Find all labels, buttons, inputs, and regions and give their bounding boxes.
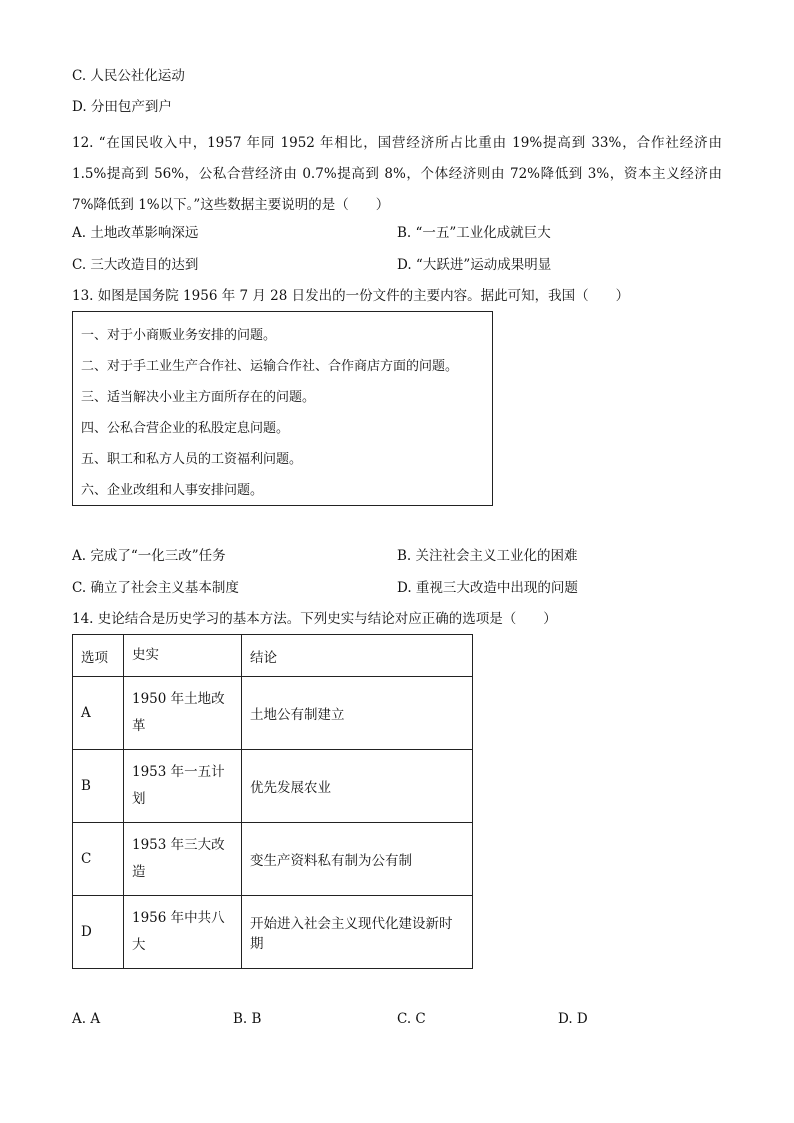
q12-option-b: B. “一五”工业化成就巨大 [397, 225, 551, 241]
cell-option: C [73, 823, 124, 896]
q14-option-c: C. C [397, 1011, 426, 1027]
q12-stem: 12. “在国民收入中，1957 年同 1952 年相比，国营经济所占比重由 19%提高到 33%，合作社经济由 1.5%提高到 56%，公私合营经济由 0.7%提高到 8%，个体经济则由 72%降低到 3%，资本主义经济由 7%降低到 1%以下。”这些数据主要说明的是（ ） [72, 135, 722, 213]
table-row [73, 677, 473, 750]
cell-conclusion: 变生产资料私有制为公有制 [242, 823, 473, 896]
q13-stem: 13. 如图是国务院 1956 年 7 月 28 日发出的一份文件的主要内容。据此可知，我国（ ） [72, 288, 630, 304]
q11-option-c: C. 人民公社化运动 [72, 68, 185, 84]
cell-conclusion: 优先发展农业 [242, 750, 473, 823]
cell-option: D [73, 896, 124, 969]
q12-option-d: D. “大跃进”运动成果明显 [397, 257, 552, 273]
header-conclusion: 结论 [242, 635, 473, 677]
q14-stem: 14. 史论结合是历史学习的基本方法。下列史实与结论对应正确的选项是（ ） [72, 611, 557, 627]
table-row [73, 750, 473, 823]
cell-fact: 1956 年中共八大 [124, 896, 242, 969]
q13-option-b: B. 关注社会主义工业化的困难 [397, 548, 578, 564]
q14-table [72, 634, 473, 969]
q12-option-a: A. 土地改革影响深远 [72, 225, 199, 241]
cell-fact: 1953 年一五计划 [124, 750, 242, 823]
q13-document-box [72, 311, 493, 506]
cell-fact: 1950 年土地改革 [124, 677, 242, 750]
q12-option-c: C. 三大改造目的达到 [72, 257, 199, 273]
table-header-row [73, 635, 473, 677]
cell-fact: 1953 年三大改造 [124, 823, 242, 896]
q13-box-line-5: 五、职工和私方人员的工资福利问题。 [81, 452, 303, 467]
q13-box-line-3: 三、适当解决小业主方面所存在的问题。 [81, 390, 316, 405]
q13-box-line-2: 二、对于手工业生产合作社、运输合作社、合作商店方面的问题。 [81, 359, 459, 374]
header-fact: 史实 [124, 635, 242, 677]
q13-option-c: C. 确立了社会主义基本制度 [72, 580, 239, 596]
q13-box-line-1: 一、对于小商贩业务安排的问题。 [81, 328, 277, 343]
table-row [73, 896, 473, 969]
q13-option-a: A. 完成了“一化三改”任务 [72, 548, 226, 564]
q14-option-d: D. D [558, 1011, 588, 1027]
q14-option-a: A. A [72, 1011, 101, 1027]
header-option: 选项 [73, 635, 124, 677]
q14-option-b: B. B [233, 1011, 262, 1027]
cell-conclusion: 土地公有制建立 [242, 677, 473, 750]
cell-option: B [73, 750, 124, 823]
cell-conclusion: 开始进入社会主义现代化建设新时期 [242, 896, 473, 969]
q13-option-d: D. 重视三大改造中出现的问题 [397, 580, 578, 596]
q11-option-d: D. 分田包产到户 [72, 99, 172, 115]
cell-option: A [73, 677, 124, 750]
table-row [73, 823, 473, 896]
q13-box-line-6: 六、企业改组和人事安排问题。 [81, 483, 264, 498]
q13-box-line-4: 四、公私合营企业的私股定息问题。 [81, 421, 290, 436]
